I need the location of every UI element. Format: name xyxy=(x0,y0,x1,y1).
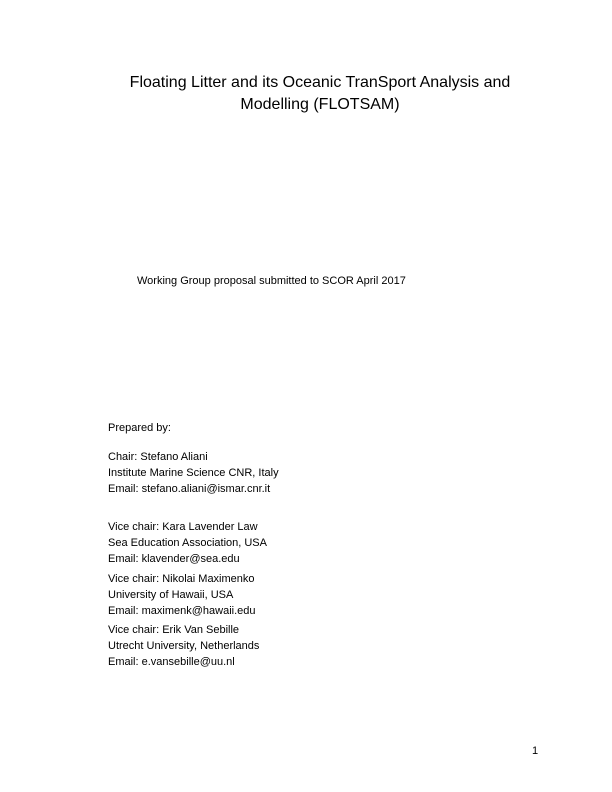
title-line-1: Floating Litter and its Oceanic TranSport Analysis and xyxy=(129,74,511,91)
title-line-2: Modelling (FLOTSAM) xyxy=(240,96,400,113)
chair-affiliation: Institute Marine Science CNR, Italy xyxy=(108,467,279,479)
vice-chair-contact-3 xyxy=(108,622,259,670)
vice-chair-email: Email: maximenk@hawaii.edu xyxy=(108,605,256,617)
chair-contact xyxy=(108,449,279,497)
proposal-subtitle: Working Group proposal submitted to SCOR April 2017 xyxy=(137,275,406,287)
chair-role: Chair: Stefano Aliani xyxy=(108,451,208,463)
vice-chair-email: Email: klavender@sea.edu xyxy=(108,553,240,565)
vice-chair-email: Email: e.vansebille@uu.nl xyxy=(108,656,235,668)
vice-chair-role: Vice chair: Erik Van Sebille xyxy=(108,624,240,636)
vice-chair-role: Vice chair: Kara Lavender Law xyxy=(108,521,258,533)
page-number: 1 xyxy=(532,745,539,757)
chair-email: Email: stefano.aliani@ismar.cnr.it xyxy=(108,483,271,495)
document-title xyxy=(60,72,580,116)
vice-chair-contact-2 xyxy=(108,571,256,619)
vice-chair-contact-1 xyxy=(108,519,267,567)
prepared-by-text: Prepared by: xyxy=(108,422,171,434)
vice-chair-affiliation: Utrecht University, Netherlands xyxy=(108,640,260,652)
vice-chair-affiliation: University of Hawaii, USA xyxy=(108,589,234,601)
vice-chair-role: Vice chair: Nikolai Maximenko xyxy=(108,573,255,585)
prepared-by-label xyxy=(108,420,171,436)
vice-chair-affiliation: Sea Education Association, USA xyxy=(108,537,267,549)
